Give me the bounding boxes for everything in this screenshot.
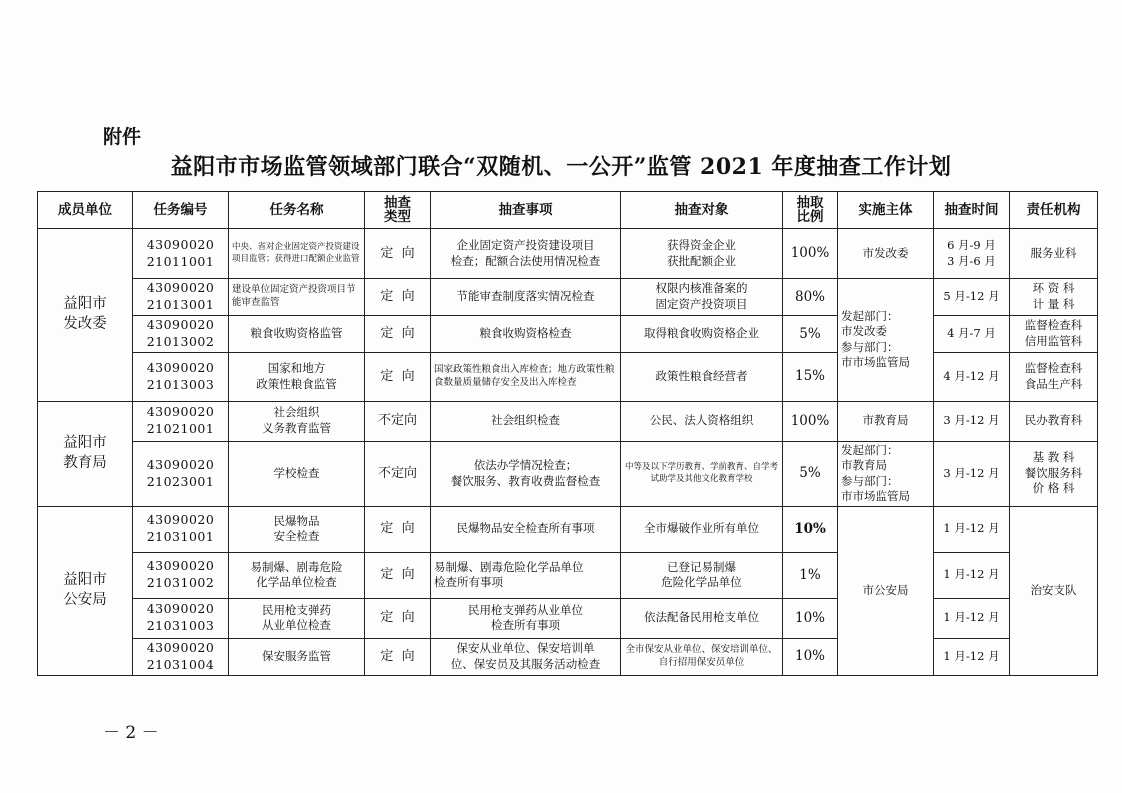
task-time: 4 月-7 月 (934, 315, 1010, 352)
task-subject: 发起部门： 市教育局 参与部门： 市市场监管局 (838, 441, 934, 506)
task-code: 43090020 21013002 (133, 315, 229, 352)
task-org: 环 资 科 计 量 科 (1010, 279, 1098, 316)
task-name: 保安服务监管 (229, 638, 365, 675)
document-title: 益阳市市场监管领域部门联合“双随机、一公开”监管 2021 年度抽查工作计划 (170, 154, 952, 180)
task-item: 民用枪支弹药从业单位 检查所有事项 (431, 598, 621, 638)
task-target: 获得资金企业 获批配额企业 (621, 229, 783, 279)
task-org: 基 教 科 餐饮服务科 价 格 科 (1010, 441, 1098, 506)
attachment-label: 附件 (103, 126, 142, 148)
inspection-plan-table (37, 191, 1098, 676)
task-target: 全市保安从业单位、保安培训单位、自行招用保安员单位 (621, 638, 783, 675)
task-item: 依法办学情况检查； 餐饮服务、教育收费监督检查 (431, 441, 621, 506)
task-time: 4 月-12 月 (934, 352, 1010, 401)
col-header-item: 抽查事项 (431, 192, 621, 229)
task-name: 建设单位固定资产投资项目节能审查监管 (229, 279, 365, 316)
unit-cell: 益阳市 公安局 (38, 506, 133, 675)
task-ratio: 5% (783, 315, 838, 352)
task-type: 定 向 (365, 506, 431, 552)
task-name: 学校检查 (229, 441, 365, 506)
task-code: 43090020 21013003 (133, 352, 229, 401)
task-time: 5 月-12 月 (934, 279, 1010, 316)
task-item: 企业固定资产投资建设项目 检查；配额合法使用情况检查 (431, 229, 621, 279)
table-row (38, 401, 1098, 441)
task-name: 中央、省对企业固定资产投资建设项目监管；获得进口配额企业监管 (229, 229, 365, 279)
task-name: 国家和地方 政策性粮食监管 (229, 352, 365, 401)
table-row (38, 506, 1098, 552)
task-type: 定 向 (365, 279, 431, 316)
task-ratio: 15% (783, 352, 838, 401)
task-subject: 市教育局 (838, 401, 934, 441)
task-item: 国家政策性粮食出入库检查；地方政策性粮食数量质量储存安全及出入库检查 (431, 352, 621, 401)
task-ratio: 10% (783, 506, 838, 552)
task-item: 保安从业单位、保安培训单 位、保安员及其服务活动检查 (431, 638, 621, 675)
col-header-code: 任务编号 (133, 192, 229, 229)
task-name: 易制爆、剧毒危险 化学品单位检查 (229, 552, 365, 598)
task-time: 3 月-12 月 (934, 401, 1010, 441)
task-target: 取得粮食收购资格企业 (621, 315, 783, 352)
task-code: 43090020 21013001 (133, 279, 229, 316)
task-item: 节能审查制度落实情况检查 (431, 279, 621, 316)
task-item: 粮食收购资格检查 (431, 315, 621, 352)
task-time: 6 月-9 月 3 月-6 月 (934, 229, 1010, 279)
task-target: 全市爆破作业所有单位 (621, 506, 783, 552)
col-header-name: 任务名称 (229, 192, 365, 229)
task-time: 1 月-12 月 (934, 598, 1010, 638)
task-target: 中等及以下学历教育、学前教育、自学考试助学及其他文化教育学校 (621, 441, 783, 506)
task-org: 监督检查科 信用监管科 (1010, 315, 1098, 352)
task-code: 43090020 21031002 (133, 552, 229, 598)
page-number: － 2 － (103, 723, 159, 743)
task-type: 不定向 (365, 401, 431, 441)
task-org: 治安支队 (1010, 506, 1098, 675)
task-target: 政策性粮食经营者 (621, 352, 783, 401)
table-row (38, 279, 1098, 316)
task-code: 43090020 21031001 (133, 506, 229, 552)
header-row (38, 192, 1098, 229)
col-header-org: 责任机构 (1010, 192, 1098, 229)
table-row (38, 441, 1098, 506)
task-org: 监督检查科 食品生产科 (1010, 352, 1098, 401)
task-target: 依法配备民用枪支单位 (621, 598, 783, 638)
task-item: 民爆物品安全检查所有事项 (431, 506, 621, 552)
unit-cell: 益阳市 发改委 (38, 229, 133, 402)
task-subject: 市公安局 (838, 506, 934, 675)
col-header-target: 抽查对象 (621, 192, 783, 229)
task-name: 社会组织 义务教育监管 (229, 401, 365, 441)
task-ratio: 5% (783, 441, 838, 506)
task-time: 1 月-12 月 (934, 638, 1010, 675)
task-target: 已登记易制爆 危险化学品单位 (621, 552, 783, 598)
col-header-ratio: 抽取 比例 (783, 192, 838, 229)
task-subject: 发起部门： 市发改委 参与部门： 市市场监管局 (838, 279, 934, 402)
task-code: 43090020 21031004 (133, 638, 229, 675)
task-type: 定 向 (365, 315, 431, 352)
table-row (38, 352, 1098, 401)
task-item: 易制爆、剧毒危险化学品单位 检查所有事项 (431, 552, 621, 598)
task-code: 43090020 21011001 (133, 229, 229, 279)
task-name: 民爆物品 安全检查 (229, 506, 365, 552)
col-header-time: 抽查时间 (934, 192, 1010, 229)
task-ratio: 80% (783, 279, 838, 316)
task-code: 43090020 21031003 (133, 598, 229, 638)
task-org: 民办教育科 (1010, 401, 1098, 441)
col-header-type: 抽查 类型 (365, 192, 431, 229)
task-time: 1 月-12 月 (934, 506, 1010, 552)
task-item: 社会组织检查 (431, 401, 621, 441)
task-ratio: 100% (783, 229, 838, 279)
task-code: 43090020 21023001 (133, 441, 229, 506)
task-ratio: 100% (783, 401, 838, 441)
task-target: 权限内核准备案的 固定资产投资项目 (621, 279, 783, 316)
task-type: 定 向 (365, 638, 431, 675)
table-row (38, 638, 1098, 675)
task-subject: 市发改委 (838, 229, 934, 279)
task-name: 粮食收购资格监管 (229, 315, 365, 352)
task-type: 定 向 (365, 552, 431, 598)
unit-cell: 益阳市 教育局 (38, 401, 133, 506)
table-row (38, 598, 1098, 638)
task-time: 1 月-12 月 (934, 552, 1010, 598)
task-ratio: 1% (783, 552, 838, 598)
task-type: 定 向 (365, 352, 431, 401)
task-time: 3 月-12 月 (934, 441, 1010, 506)
task-target: 公民、法人资格组织 (621, 401, 783, 441)
col-header-subject: 实施主体 (838, 192, 934, 229)
task-org: 服务业科 (1010, 229, 1098, 279)
col-header-unit: 成员单位 (38, 192, 133, 229)
table-row (38, 229, 1098, 279)
task-ratio: 10% (783, 598, 838, 638)
task-type: 定 向 (365, 229, 431, 279)
task-type: 不定向 (365, 441, 431, 506)
task-name: 民用枪支弹药 从业单位检查 (229, 598, 365, 638)
task-code: 43090020 21021001 (133, 401, 229, 441)
task-ratio: 10% (783, 638, 838, 675)
task-type: 定 向 (365, 598, 431, 638)
table-row (38, 552, 1098, 598)
table-row (38, 315, 1098, 352)
